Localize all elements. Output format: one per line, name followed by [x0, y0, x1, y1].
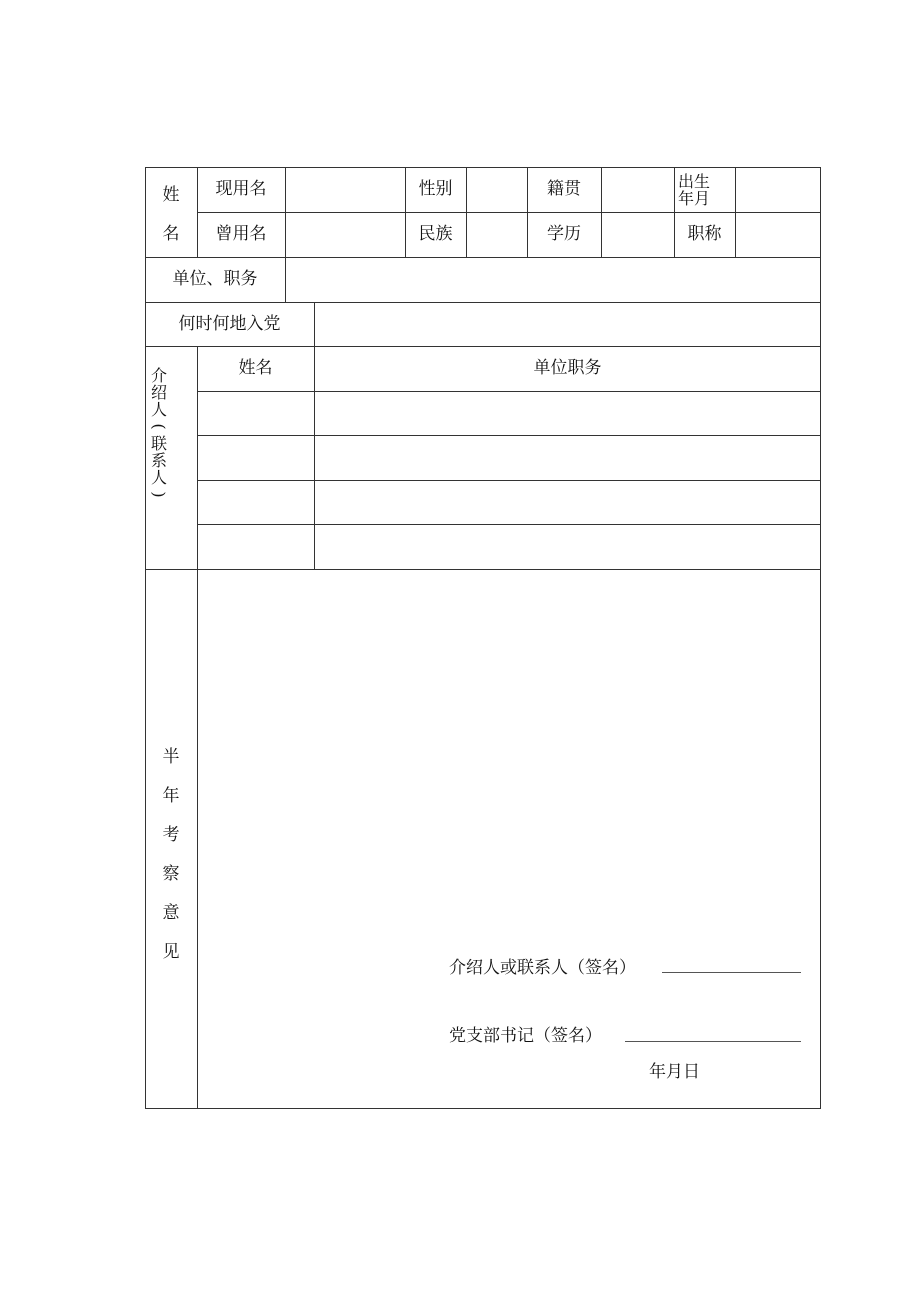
secretary-signature-line[interactable] [625, 1041, 801, 1042]
join-party-label: 何时何地入党 [178, 313, 281, 334]
row-line-7b [197, 524, 821, 525]
introducer-name-field[interactable] [197, 524, 314, 569]
introducer-label-char: 绍 [150, 383, 167, 402]
introducer-label-char: 系 [150, 451, 167, 470]
border-bottom [145, 1108, 821, 1109]
introducer-label-char: 联 [150, 434, 167, 453]
introducer-unit-field[interactable] [314, 435, 821, 480]
birth-date-label [674, 167, 735, 212]
gender-label: 性别 [418, 179, 453, 200]
gender-field[interactable] [466, 167, 527, 212]
birth-date-field[interactable] [735, 167, 821, 212]
introducer-label-char: 人 [150, 400, 167, 419]
review-label [145, 742, 197, 962]
introducer-name-field[interactable] [197, 480, 314, 524]
application-form [145, 167, 821, 1109]
introducer-label-char: 介 [150, 366, 167, 385]
introducer-signature-line[interactable] [662, 972, 801, 973]
native-place-label: 籍贯 [547, 179, 581, 200]
review-label-char: 半 [162, 747, 180, 767]
review-label-char: 意 [162, 903, 180, 923]
introducer-unit-field[interactable] [314, 480, 821, 524]
name-label [145, 167, 197, 257]
review-label-char: 察 [162, 864, 180, 884]
introducer-label-char: ) [149, 491, 169, 498]
review-content-area[interactable] [197, 569, 821, 929]
education-field[interactable] [601, 212, 674, 257]
ethnicity-label: 民族 [418, 224, 453, 245]
introducer-unit-header: 单位职务 [533, 358, 602, 379]
introducer-signature-label: 介绍人或联系人（签名） [449, 958, 636, 978]
title-field[interactable] [735, 212, 821, 257]
name-label-char-1: 姓 [162, 185, 180, 205]
unit-position-field[interactable] [285, 257, 821, 302]
birth-date-label-line-1: 出生 [678, 171, 711, 191]
introducer-unit-field[interactable] [314, 391, 821, 435]
secretary-signature-label: 党支部书记（签名） [449, 1026, 602, 1046]
join-party-field[interactable] [314, 302, 821, 346]
current-name-field[interactable] [285, 167, 405, 212]
introducer-name-header: 姓名 [238, 358, 273, 379]
native-place-field[interactable] [601, 167, 674, 212]
introducer-unit-field[interactable] [314, 524, 821, 569]
unit-position-label: 单位、职务 [172, 269, 258, 290]
birth-date-label-line-2: 年月 [678, 188, 711, 208]
review-label-char: 考 [162, 825, 180, 845]
review-label-char: 见 [162, 942, 180, 962]
current-name-label: 现用名 [215, 179, 267, 200]
former-name-label: 曾用名 [215, 224, 267, 245]
introducer-label-char: 人 [150, 468, 167, 487]
title-label: 职称 [687, 224, 722, 245]
date-label: 年月日 [649, 1062, 700, 1082]
introducer-label [145, 367, 173, 527]
review-label-char: 年 [162, 786, 180, 806]
introducer-label-char: ( [149, 423, 169, 430]
former-name-field[interactable] [285, 212, 405, 257]
introducer-name-field[interactable] [197, 391, 314, 435]
name-label-char-2: 名 [162, 224, 180, 244]
ethnicity-field[interactable] [466, 212, 527, 257]
introducer-name-field[interactable] [197, 435, 314, 480]
education-label: 学历 [547, 224, 581, 245]
